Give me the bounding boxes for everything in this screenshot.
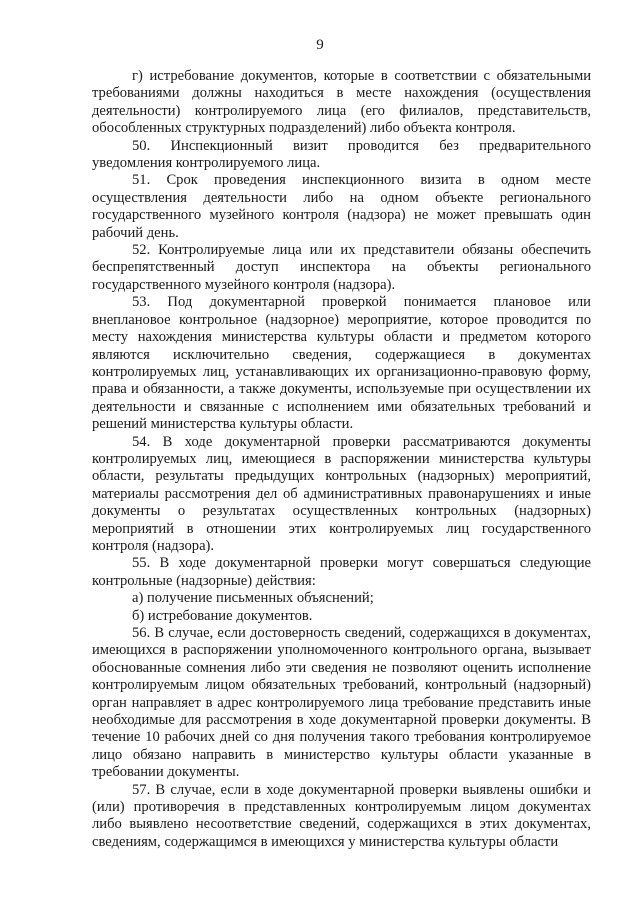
paragraph-56: 56. В случае, если достоверность сведений, содержащихся в документах, имеющихся в распоряжении уполномоченного контрольного органа, вызывает обоснованные сомнения либо эти сведения не позволяют оценить исполнение контролируемым лицом обязательных требований, контрольный (надзорный) орган направляет в адрес контролируемого лица требование представить иные необходимые для рассмотрения в ходе документарной проверки документы. В течение 10 рабочих дней со дня получения такого требования контролируемое лицо обязано направить в министерство культуры области указанные в требовании документы. bbox=[92, 625, 591, 781]
paragraph-55-item-a: а) получение письменных объяснений; bbox=[132, 590, 374, 607]
paragraph-55: 55. В ходе документарной проверки могут совершаться следующие контрольные (надзорные) действия: bbox=[92, 555, 591, 589]
paragraph-51: 51. Срок проведения инспекционного визита в одном месте осуществления деятельности либо на одном объекте регионального государственного музейного контроля (надзора) не может превышать один рабочий день. bbox=[92, 172, 591, 241]
paragraph-item-g: г) истребование документов, которые в соответствии с обязательными требованиями должны находиться в месте нахождения (осуществления деятельности) контролируемого лица (его филиалов, представительств, обособленных структурных подразделений) либо объекта контроля. bbox=[92, 68, 591, 137]
paragraph-54: 54. В ходе документарной проверки рассматриваются документы контролируемых лиц, имеющиеся в распоряжении министерства культуры области, результаты предыдущих контрольных (надзорных) мероприятий, материалы рассмотрения дел об административных правонарушениях и иные документы о результатах осуществленных контрольных (надзорных) мероприятий в отношении этих контролируемых лиц государственного контроля (надзора). bbox=[92, 433, 591, 554]
page-number: 9 bbox=[316, 37, 324, 53]
paragraph-52: 52. Контролируемые лица или их представители обязаны обеспечить беспрепятственный доступ инспектора на объекты регионального государственного музейного контроля (надзора). bbox=[92, 242, 591, 293]
paragraph-57: 57. В случае, если в ходе документарной проверки выявлены ошибки и (или) противоречия в представленных контролируемым лицом документах либо выявлено несоответствие сведений, содержащихся в этих документах, сведениям, содержащимся в имеющихся у министерства культуры области bbox=[92, 781, 591, 850]
paragraph-53: 53. Под документарной проверкой понимается плановое или внеплановое контрольное (надзорное) мероприятие, которое проводится по месту нахождения министерства культуры области и предметом которого являются исключительно сведения, содержащиеся в документах контролируемых лиц, устанавливающих их организационно-правовую форму, права и обязанности, а также документы, используемые при осуществлении их деятельности и связанные с исполнением ими обязательных требований и решений министерства культуры области. bbox=[92, 294, 591, 433]
paragraph-50: 50. Инспекционный визит проводится без предварительного уведомления контролируемого лица. bbox=[92, 137, 591, 172]
paragraph-55-item-b: б) истребование документов. bbox=[132, 607, 313, 624]
document-body bbox=[92, 68, 591, 851]
